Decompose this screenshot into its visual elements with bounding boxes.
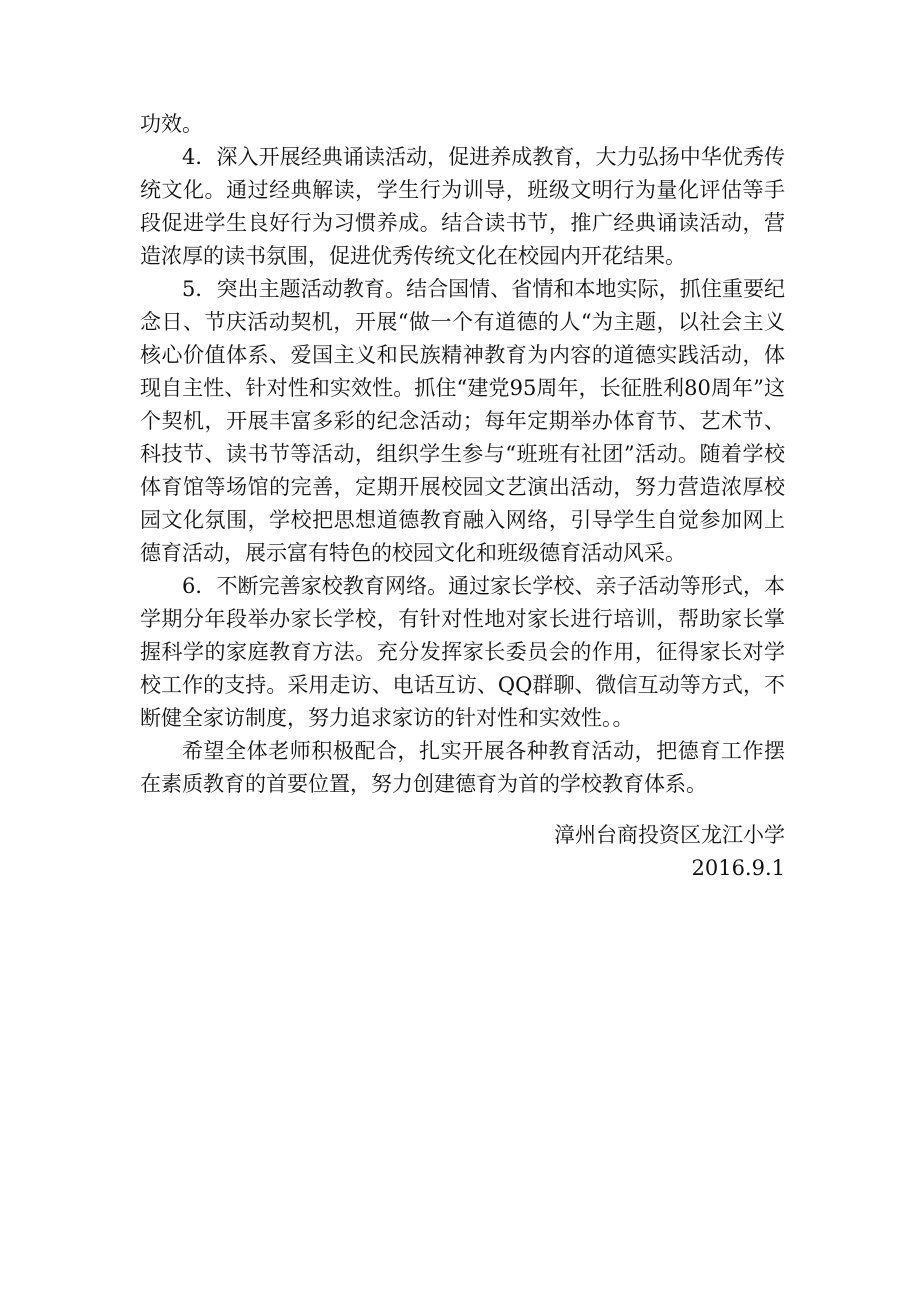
document-page <box>140 108 785 885</box>
paragraph-item-4: 4．深入开展经典诵读活动，促进养成教育，大力弘扬中华优秀传统文化。通过经典解读，学生行为训导，班级文明行为量化评估等手段促进学生良好行为习惯养成。结合读书节，推广经典诵读活动，营造浓厚的读书氛围，促进优秀传统文化在校园内开花结果。 <box>140 145 785 268</box>
paragraph-continuation: 功效。 <box>140 112 203 136</box>
signature-block <box>140 819 785 885</box>
paragraph-closing: 希望全体老师积极配合，扎实开展各种教育活动，把德育工作摆在素质教育的首要位置，努力创建德育为首的学校教育体系。 <box>140 739 785 796</box>
paragraph-item-6: 6．不断完善家校教育网络。通过家长学校、亲子活动等形式，本学期分年段举办家长学校，有针对性地对家长进行培训，帮助家长掌握科学的家庭教育方法。充分发挥家长委员会的作用，征得家长对学校工作的支持。采用走访、电话互访、QQ群聊、微信互动等方式，不断健全家访制度，努力追求家访的针对性和实效性。。 <box>140 574 785 730</box>
signature-date: 2016.9.1 <box>691 856 785 880</box>
signature-organization: 漳州台商投资区龙江小学 <box>554 823 785 847</box>
paragraph-item-5: 5．突出主题活动教育。结合国情、省情和本地实际，抓住重要纪念日、节庆活动契机，开展“做一个有道德的人“为主题，以社会主义核心价值体系、爱国主义和民族精神教育为内容的道德实践活动，体现自主性、针对性和实效性。抓住“建党95周年，长征胜利80周年”这个契机，开展丰富多彩的纪念活动；每年定期举办体育节、艺术节、科技节、读书节等活动，组织学生参与“班班有社团”活动。随着学校体育馆等场馆的完善，定期开展校园文艺演出活动，努力营造浓厚校园文化氛围，学校把思想道德教育融入网络，引导学生自觉参加网上德育活动，展示富有特色的校园文化和班级德育活动风采。 <box>140 277 785 565</box>
